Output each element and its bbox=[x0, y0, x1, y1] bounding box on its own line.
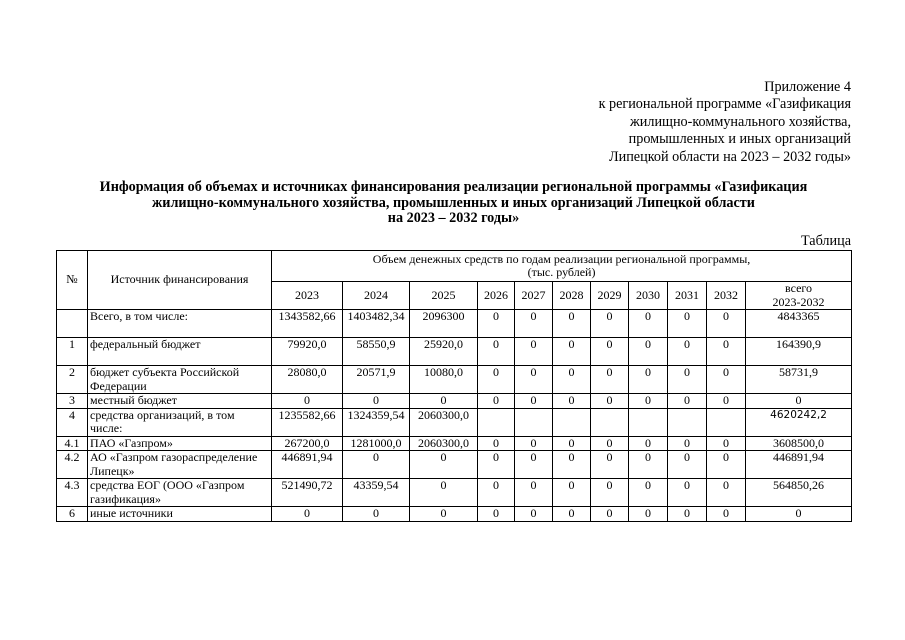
header-total bbox=[746, 282, 852, 310]
row-value: 0 bbox=[629, 436, 668, 451]
row-total: 58731,9 bbox=[746, 366, 852, 394]
row-value: 20571,9 bbox=[343, 366, 410, 394]
row-value: 0 bbox=[591, 479, 629, 507]
row-source: местный бюджет bbox=[88, 394, 272, 409]
row-value: 0 bbox=[553, 507, 591, 522]
row-source: средства ЕОГ (ООО «Газпром газификация» bbox=[88, 479, 272, 507]
row-value: 28080,0 bbox=[272, 366, 343, 394]
row-value: 0 bbox=[478, 338, 515, 366]
row-value: 0 bbox=[629, 366, 668, 394]
row-value bbox=[515, 408, 553, 436]
table-row bbox=[57, 394, 852, 409]
header-total-line1: всего bbox=[785, 281, 813, 295]
row-value: 0 bbox=[591, 338, 629, 366]
row-value: 0 bbox=[515, 436, 553, 451]
row-total: 164390,9 bbox=[746, 338, 852, 366]
row-value: 0 bbox=[707, 366, 746, 394]
row-value: 0 bbox=[553, 366, 591, 394]
row-value: 0 bbox=[668, 451, 707, 479]
row-total: 4620242,2 bbox=[746, 408, 852, 436]
row-value: 0 bbox=[515, 394, 553, 409]
row-value: 0 bbox=[553, 310, 591, 338]
row-value: 43359,54 bbox=[343, 479, 410, 507]
row-value: 0 bbox=[515, 479, 553, 507]
row-value: 1324359,54 bbox=[343, 408, 410, 436]
table-row bbox=[57, 436, 852, 451]
row-value: 0 bbox=[515, 338, 553, 366]
row-source: средства организаций, в том числе: bbox=[88, 408, 272, 436]
appendix-line: жилищно-коммунального хозяйства, bbox=[629, 113, 851, 130]
row-value: 79920,0 bbox=[272, 338, 343, 366]
appendix-line: промышленных и иных организаций bbox=[628, 131, 851, 148]
table-row bbox=[57, 451, 852, 479]
row-value: 521490,72 bbox=[272, 479, 343, 507]
row-value: 0 bbox=[668, 310, 707, 338]
row-num: 4.3 bbox=[57, 479, 88, 507]
row-total: 446891,94 bbox=[746, 451, 852, 479]
header-total-line2: 2023-2032 bbox=[772, 294, 825, 309]
document-title bbox=[56, 180, 851, 227]
row-value: 0 bbox=[707, 394, 746, 409]
row-value: 0 bbox=[478, 436, 515, 451]
row-value: 0 bbox=[707, 507, 746, 522]
row-value: 1343582,66 bbox=[272, 310, 343, 338]
row-value: 0 bbox=[515, 366, 553, 394]
row-value: 0 bbox=[668, 338, 707, 366]
row-value: 0 bbox=[478, 479, 515, 507]
row-source: ПАО «Газпром» bbox=[88, 436, 272, 451]
row-value bbox=[591, 408, 629, 436]
row-num: 4.1 bbox=[57, 436, 88, 451]
header-year: 2031 bbox=[668, 282, 707, 310]
row-value: 0 bbox=[515, 451, 553, 479]
row-value: 0 bbox=[272, 507, 343, 522]
row-value: 0 bbox=[591, 310, 629, 338]
appendix-line: Липецкой области на 2023 – 2032 годы» bbox=[609, 148, 851, 165]
row-value: 0 bbox=[668, 507, 707, 522]
title-line: жилищно-коммунального хозяйства, промышленных и иных организаций Липецкой области bbox=[152, 194, 755, 211]
row-value: 0 bbox=[478, 507, 515, 522]
row-value: 10080,0 bbox=[410, 366, 478, 394]
row-num: 2 bbox=[57, 366, 88, 394]
row-value: 0 bbox=[629, 394, 668, 409]
row-value: 0 bbox=[707, 310, 746, 338]
row-value: 2096300 bbox=[410, 310, 478, 338]
row-value: 0 bbox=[478, 310, 515, 338]
appendix-note bbox=[599, 79, 851, 166]
appendix-line: к региональной программе «Газификация bbox=[598, 96, 851, 113]
row-value: 0 bbox=[707, 436, 746, 451]
header-year: 2030 bbox=[629, 282, 668, 310]
row-num: 6 bbox=[57, 507, 88, 522]
table-row bbox=[57, 366, 852, 394]
table-row bbox=[57, 479, 852, 507]
row-value: 1235582,66 bbox=[272, 408, 343, 436]
row-value: 0 bbox=[553, 338, 591, 366]
row-value: 0 bbox=[410, 507, 478, 522]
row-total: 0 bbox=[746, 507, 852, 522]
row-value bbox=[668, 408, 707, 436]
row-value: 1281000,0 bbox=[343, 436, 410, 451]
row-value: 0 bbox=[478, 366, 515, 394]
row-value: 0 bbox=[343, 451, 410, 479]
header-year: 2028 bbox=[553, 282, 591, 310]
row-value: 58550,9 bbox=[343, 338, 410, 366]
row-value: 0 bbox=[515, 310, 553, 338]
row-value: 0 bbox=[591, 451, 629, 479]
row-value: 0 bbox=[668, 479, 707, 507]
row-value: 0 bbox=[629, 479, 668, 507]
row-value: 446891,94 bbox=[272, 451, 343, 479]
row-value: 0 bbox=[591, 507, 629, 522]
header-group-line2: (тыс. рублей) bbox=[527, 265, 596, 279]
table-row bbox=[57, 408, 852, 436]
row-source: федеральный бюджет bbox=[88, 338, 272, 366]
header-group bbox=[272, 251, 852, 282]
row-num: 4.2 bbox=[57, 451, 88, 479]
header-year: 2026 bbox=[478, 282, 515, 310]
row-value: 2060300,0 bbox=[410, 408, 478, 436]
row-value: 0 bbox=[553, 451, 591, 479]
row-value: 0 bbox=[668, 394, 707, 409]
row-source: бюджет субъекта Российской Федерации bbox=[88, 366, 272, 394]
row-num bbox=[57, 310, 88, 338]
row-value: 0 bbox=[591, 436, 629, 451]
header-year: 2023 bbox=[272, 282, 343, 310]
table-row bbox=[57, 507, 852, 522]
row-source: иные источники bbox=[88, 507, 272, 522]
table-row bbox=[57, 310, 852, 338]
table-label: Таблица bbox=[800, 233, 851, 249]
row-value: 2060300,0 bbox=[410, 436, 478, 451]
row-value bbox=[553, 408, 591, 436]
row-value: 0 bbox=[591, 366, 629, 394]
row-value: 0 bbox=[629, 310, 668, 338]
table-row bbox=[57, 338, 852, 366]
row-value: 0 bbox=[629, 338, 668, 366]
row-source: Всего, в том числе: bbox=[88, 310, 272, 338]
row-value: 0 bbox=[553, 394, 591, 409]
row-value bbox=[629, 408, 668, 436]
row-num: 3 bbox=[57, 394, 88, 409]
row-total: 564850,26 bbox=[746, 479, 852, 507]
row-value: 0 bbox=[629, 507, 668, 522]
row-value: 0 bbox=[343, 394, 410, 409]
row-value: 0 bbox=[553, 436, 591, 451]
financing-table bbox=[56, 250, 852, 522]
row-value: 0 bbox=[668, 366, 707, 394]
row-num: 1 bbox=[57, 338, 88, 366]
row-value: 0 bbox=[515, 507, 553, 522]
row-total: 4843365 bbox=[746, 310, 852, 338]
header-year: 2027 bbox=[515, 282, 553, 310]
row-value: 0 bbox=[553, 479, 591, 507]
header-num: № bbox=[57, 251, 88, 310]
header-group-line1: Объем денежных средств по годам реализации региональной программы, bbox=[372, 251, 751, 266]
header-year: 2024 bbox=[343, 282, 410, 310]
row-value: 0 bbox=[343, 507, 410, 522]
row-value: 0 bbox=[707, 451, 746, 479]
row-value: 0 bbox=[707, 338, 746, 366]
header-year: 2029 bbox=[591, 282, 629, 310]
row-total: 0 bbox=[746, 394, 852, 409]
row-value: 0 bbox=[591, 394, 629, 409]
row-total: 3608500,0 bbox=[746, 436, 852, 451]
row-value: 0 bbox=[410, 479, 478, 507]
title-line: на 2023 – 2032 годы» bbox=[387, 210, 520, 227]
row-value: 1403482,34 bbox=[343, 310, 410, 338]
row-value: 0 bbox=[478, 394, 515, 409]
table-header bbox=[57, 251, 852, 310]
row-value bbox=[478, 408, 515, 436]
header-year: 2032 bbox=[707, 282, 746, 310]
row-value: 25920,0 bbox=[410, 338, 478, 366]
header-source: Источник финансирования bbox=[88, 251, 272, 310]
row-value bbox=[707, 408, 746, 436]
header-year: 2025 bbox=[410, 282, 478, 310]
row-source: АО «Газпром газораспределение Липецк» bbox=[88, 451, 272, 479]
title-line: Информация об объемах и источниках финансирования реализации региональной программы «Газификация bbox=[99, 179, 808, 195]
row-value: 0 bbox=[629, 451, 668, 479]
row-value: 0 bbox=[272, 394, 343, 409]
row-value: 0 bbox=[410, 394, 478, 409]
row-num: 4 bbox=[57, 408, 88, 436]
row-value: 267200,0 bbox=[272, 436, 343, 451]
table-body bbox=[57, 310, 852, 522]
row-value: 0 bbox=[478, 451, 515, 479]
appendix-line: Приложение 4 bbox=[764, 79, 851, 95]
row-value: 0 bbox=[707, 479, 746, 507]
row-value: 0 bbox=[668, 436, 707, 451]
row-value: 0 bbox=[410, 451, 478, 479]
